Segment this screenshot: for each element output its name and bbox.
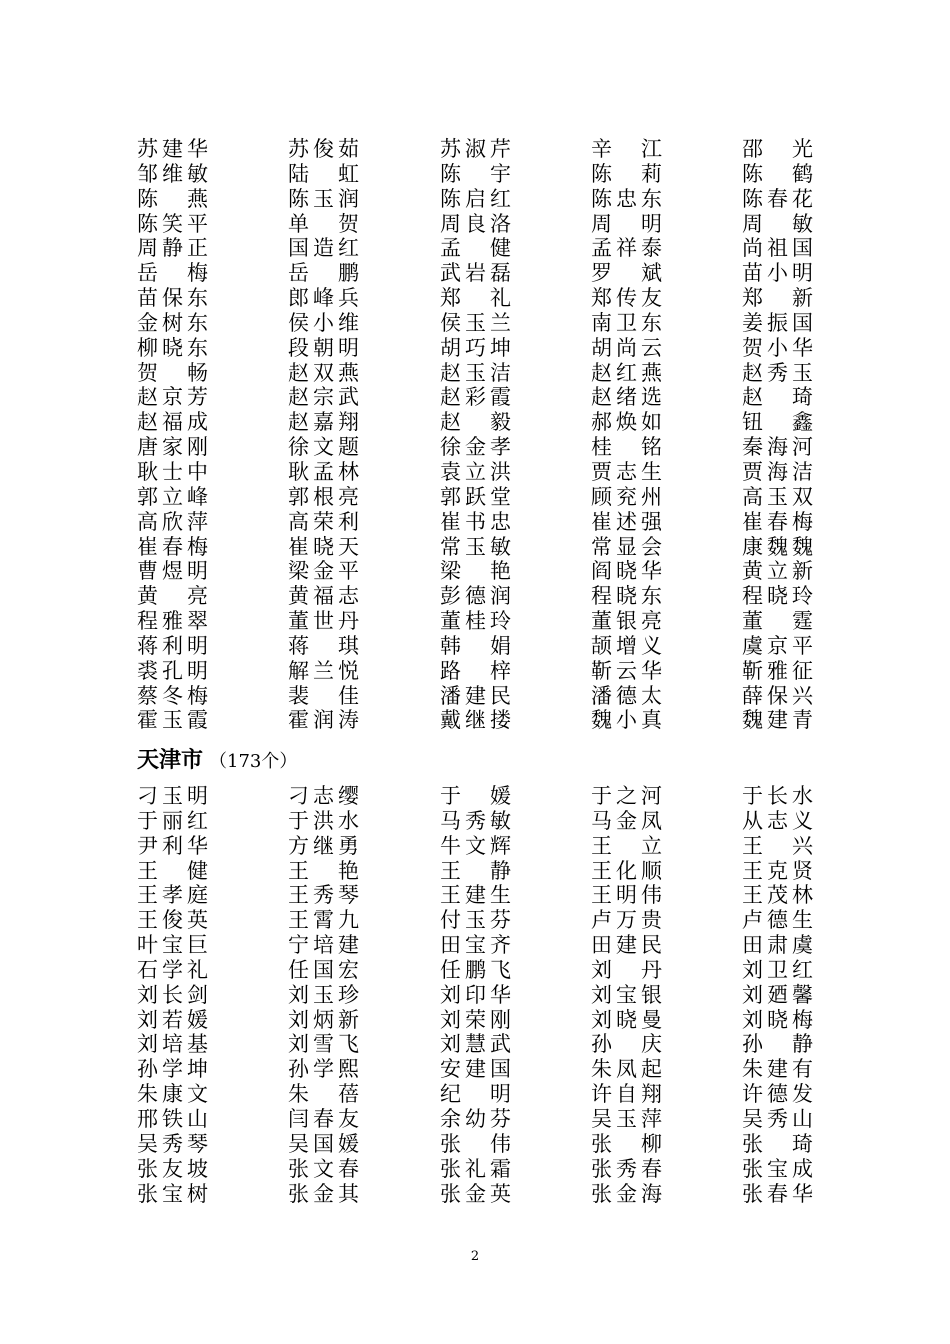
- name-entry: 赵双燕: [288, 360, 359, 385]
- name-entry: 王建生: [440, 883, 511, 908]
- name-entry: 胡巧坤: [440, 335, 511, 360]
- name-entry: 赵宗武: [288, 385, 359, 410]
- name-entry: 张春华: [742, 1181, 813, 1206]
- name-entry: 侯玉兰: [440, 310, 511, 335]
- name-entry: 程雅翠: [137, 609, 208, 634]
- section-heading: [137, 746, 297, 776]
- name-row: [0, 460, 950, 485]
- name-entry: 陈 宇: [440, 161, 511, 186]
- name-entry: 董银亮: [591, 609, 662, 634]
- name-entry: 方继勇: [288, 833, 359, 858]
- name-entry: 王俊英: [137, 908, 208, 933]
- name-entry: 吴国媛: [288, 1131, 359, 1156]
- name-entry: 高荣利: [288, 509, 359, 534]
- name-entry: 陈启红: [440, 186, 511, 211]
- name-entry: 刘廼馨: [742, 982, 813, 1007]
- name-entry: 刘宝银: [591, 982, 662, 1007]
- name-entry: 常玉敏: [440, 534, 511, 559]
- name-entry: 南卫东: [591, 310, 662, 335]
- name-entry: 侯小维: [288, 310, 359, 335]
- name-entry: 崔春梅: [742, 509, 813, 534]
- name-entry: 刁志缨: [288, 784, 359, 808]
- name-row: [0, 659, 950, 684]
- name-entry: 张 伟: [440, 1131, 511, 1156]
- name-entry: 黄福志: [288, 584, 359, 609]
- name-entry: 周 明: [591, 211, 662, 236]
- name-entry: 安建国: [440, 1057, 511, 1082]
- name-entry: 陈 燕: [137, 186, 208, 211]
- name-entry: 张金海: [591, 1181, 662, 1206]
- name-entry: 张友坡: [137, 1156, 208, 1181]
- name-entry: 靳雅征: [742, 658, 813, 683]
- name-entry: 周静正: [137, 236, 208, 261]
- name-entry: 于长水: [742, 784, 813, 808]
- name-entry: 国造红: [288, 236, 359, 261]
- name-entry: 朱 蓓: [288, 1082, 359, 1107]
- name-entry: 潘建民: [440, 683, 511, 708]
- name-entry: 金树东: [137, 310, 208, 335]
- name-entry: 陈 莉: [591, 161, 662, 186]
- name-entry: 王 健: [137, 858, 208, 883]
- name-entry: 田肃虞: [742, 933, 813, 958]
- name-entry: 纪 明: [440, 1082, 511, 1107]
- name-entry: 路 梓: [440, 658, 511, 683]
- name-entry: 孙学坤: [137, 1057, 208, 1082]
- name-entry: 胡尚云: [591, 335, 662, 360]
- name-entry: 崔晓天: [288, 534, 359, 559]
- name-entry: 耿孟林: [288, 459, 359, 484]
- name-entry: 裴 佳: [288, 683, 359, 708]
- name-row: [0, 859, 950, 884]
- name-entry: 陈春花: [742, 186, 813, 211]
- name-entry: 余幼芬: [440, 1106, 511, 1131]
- name-entry: 王克贤: [742, 858, 813, 883]
- name-row: [0, 933, 950, 958]
- name-entry: 王化顺: [591, 858, 662, 883]
- name-entry: 郎峰兵: [288, 286, 359, 311]
- name-entry: 赵 琦: [742, 385, 813, 410]
- name-entry: 黄立新: [742, 559, 813, 584]
- name-entry: 潘德太: [591, 683, 662, 708]
- name-row: [0, 634, 950, 659]
- name-entry: 梁 艳: [440, 559, 511, 584]
- name-entry: 王 静: [440, 858, 511, 883]
- name-entry: 靳云华: [591, 658, 662, 683]
- name-entry: 石学礼: [137, 957, 208, 982]
- name-entry: 董 霆: [742, 609, 813, 634]
- name-entry: 蒋 琪: [288, 633, 359, 658]
- name-entry: 罗 斌: [591, 261, 662, 286]
- name-entry: 贾海洁: [742, 459, 813, 484]
- name-row: [0, 1032, 950, 1057]
- name-entry: 唐家刚: [137, 435, 208, 460]
- name-row: [0, 883, 950, 908]
- name-row: [0, 385, 950, 410]
- name-row: [0, 510, 950, 535]
- name-row: [0, 236, 950, 261]
- name-entry: 田宝齐: [440, 933, 511, 958]
- name-entry: 苏建华: [137, 137, 208, 161]
- name-entry: 王 兴: [742, 833, 813, 858]
- name-entry: 董桂玲: [440, 609, 511, 634]
- name-row: [0, 137, 950, 162]
- name-entry: 于丽红: [137, 808, 208, 833]
- name-entry: 崔述强: [591, 509, 662, 534]
- name-entry: 邢铁山: [137, 1106, 208, 1131]
- name-entry: 崔书忠: [440, 509, 511, 534]
- name-entry: 郝焕如: [591, 410, 662, 435]
- name-entry: 苗保东: [137, 286, 208, 311]
- name-row: [0, 435, 950, 460]
- name-entry: 马秀敏: [440, 808, 511, 833]
- name-entry: 董世丹: [288, 609, 359, 634]
- name-entry: 刘若媛: [137, 1007, 208, 1032]
- name-entry: 赵 毅: [440, 410, 511, 435]
- heading-count: （173个）: [209, 751, 298, 772]
- name-entry: 姜振国: [742, 310, 813, 335]
- name-entry: 张礼霜: [440, 1156, 511, 1181]
- name-entry: 贺 畅: [137, 360, 208, 385]
- name-entry: 朱康文: [137, 1082, 208, 1107]
- name-entry: 郭根亮: [288, 484, 359, 509]
- name-entry: 于 媛: [440, 784, 511, 808]
- name-entry: 徐文题: [288, 435, 359, 460]
- name-entry: 孟祥泰: [591, 236, 662, 261]
- name-entry: 张秀春: [591, 1156, 662, 1181]
- name-entry: 邹维敏: [137, 161, 208, 186]
- name-entry: 任鹏飞: [440, 957, 511, 982]
- name-entry: 刘慧武: [440, 1032, 511, 1057]
- name-entry: 吴秀山: [742, 1106, 813, 1131]
- name-entry: 赵彩霞: [440, 385, 511, 410]
- name-entry: 卢万贵: [591, 908, 662, 933]
- name-entry: 戴继搂: [440, 708, 511, 733]
- name-entry: 于洪水: [288, 808, 359, 833]
- name-row: [0, 609, 950, 634]
- name-entry: 桂 铭: [591, 435, 662, 460]
- name-entry: 刘晓曼: [591, 1007, 662, 1032]
- name-entry: 彭德润: [440, 584, 511, 609]
- name-entry: 周良洛: [440, 211, 511, 236]
- name-row: [0, 1082, 950, 1107]
- name-entry: 张 琦: [742, 1131, 813, 1156]
- name-entry: 赵嘉翔: [288, 410, 359, 435]
- name-entry: 苏俊茹: [288, 137, 359, 161]
- name-entry: 王 艳: [288, 858, 359, 883]
- name-entry: 刘晓梅: [742, 1007, 813, 1032]
- name-entry: 钮 鑫: [742, 410, 813, 435]
- name-row: [0, 286, 950, 311]
- name-entry: 苏淑芹: [440, 137, 511, 161]
- name-list-section-2: [0, 784, 950, 1206]
- name-entry: 贺小华: [742, 335, 813, 360]
- name-entry: 郑 新: [742, 286, 813, 311]
- name-entry: 孙学熙: [288, 1057, 359, 1082]
- name-row: [0, 1107, 950, 1132]
- name-entry: 王 立: [591, 833, 662, 858]
- name-entry: 尹利华: [137, 833, 208, 858]
- name-entry: 黄 亮: [137, 584, 208, 609]
- name-entry: 郑 礼: [440, 286, 511, 311]
- name-entry: 郑传友: [591, 286, 662, 311]
- name-entry: 刘炳新: [288, 1007, 359, 1032]
- name-row: [0, 559, 950, 584]
- name-entry: 付玉芬: [440, 908, 511, 933]
- heading-title: 天津市: [137, 748, 204, 773]
- name-row: [0, 1132, 950, 1157]
- name-entry: 闫春友: [288, 1106, 359, 1131]
- name-entry: 王霄九: [288, 908, 359, 933]
- name-entry: 张文春: [288, 1156, 359, 1181]
- name-entry: 马金凤: [591, 808, 662, 833]
- name-row: [0, 162, 950, 187]
- name-entry: 任国宏: [288, 957, 359, 982]
- name-entry: 魏小真: [591, 708, 662, 733]
- name-entry: 王秀琴: [288, 883, 359, 908]
- name-entry: 王孝庭: [137, 883, 208, 908]
- name-entry: 刘长剑: [137, 982, 208, 1007]
- name-entry: 王明伟: [591, 883, 662, 908]
- name-row: [0, 336, 950, 361]
- name-entry: 尚祖国: [742, 236, 813, 261]
- name-entry: 张宝树: [137, 1181, 208, 1206]
- name-row: [0, 958, 950, 983]
- name-entry: 陆 虹: [288, 161, 359, 186]
- name-entry: 魏建青: [742, 708, 813, 733]
- name-entry: 高欣萍: [137, 509, 208, 534]
- name-entry: 孟 健: [440, 236, 511, 261]
- name-entry: 岳 鹏: [288, 261, 359, 286]
- name-row: [0, 410, 950, 435]
- name-row: [0, 1057, 950, 1082]
- name-entry: 贾志生: [591, 459, 662, 484]
- name-entry: 郭立峰: [137, 484, 208, 509]
- name-row: [0, 809, 950, 834]
- name-entry: 刘培基: [137, 1032, 208, 1057]
- name-row: [0, 1157, 950, 1182]
- name-entry: 程晓东: [591, 584, 662, 609]
- name-entry: 张金英: [440, 1181, 511, 1206]
- name-entry: 薛保兴: [742, 683, 813, 708]
- name-entry: 梁金平: [288, 559, 359, 584]
- name-entry: 卢德生: [742, 908, 813, 933]
- name-row: [0, 187, 950, 212]
- name-entry: 宁培建: [288, 933, 359, 958]
- name-entry: 赵京芳: [137, 385, 208, 410]
- name-entry: 程晓玲: [742, 584, 813, 609]
- name-entry: 田建民: [591, 933, 662, 958]
- name-entry: 虞京平: [742, 633, 813, 658]
- name-entry: 常显会: [591, 534, 662, 559]
- name-entry: 张宝成: [742, 1156, 813, 1181]
- name-entry: 秦海河: [742, 435, 813, 460]
- name-row: [0, 784, 950, 809]
- name-row: [0, 212, 950, 237]
- name-entry: 邵 光: [742, 137, 813, 161]
- name-entry: 许德发: [742, 1082, 813, 1107]
- name-entry: 刘玉珍: [288, 982, 359, 1007]
- name-row: [0, 983, 950, 1008]
- name-entry: 吴秀琴: [137, 1131, 208, 1156]
- name-list-section-1: [0, 137, 950, 733]
- name-entry: 苗小明: [742, 261, 813, 286]
- page-number: 2: [470, 1249, 480, 1264]
- name-entry: 赵玉洁: [440, 360, 511, 385]
- name-entry: 赵福成: [137, 410, 208, 435]
- name-entry: 叶宝巨: [137, 933, 208, 958]
- name-row: [0, 1008, 950, 1033]
- name-entry: 朱凤起: [591, 1057, 662, 1082]
- name-entry: 郭跃堂: [440, 484, 511, 509]
- name-row: [0, 311, 950, 336]
- name-entry: 许自翔: [591, 1082, 662, 1107]
- name-entry: 蒋利明: [137, 633, 208, 658]
- name-entry: 蔡冬梅: [137, 683, 208, 708]
- name-entry: 曹煜明: [137, 559, 208, 584]
- name-row: [0, 361, 950, 386]
- name-row: [0, 261, 950, 286]
- name-entry: 刘卫红: [742, 957, 813, 982]
- name-entry: 解兰悦: [288, 658, 359, 683]
- name-row: [0, 684, 950, 709]
- name-entry: 牛文辉: [440, 833, 511, 858]
- name-entry: 霍玉霞: [137, 708, 208, 733]
- name-entry: 崔春梅: [137, 534, 208, 559]
- name-entry: 霍润涛: [288, 708, 359, 733]
- name-entry: 高玉双: [742, 484, 813, 509]
- name-entry: 孙 庆: [591, 1032, 662, 1057]
- name-entry: 耿士中: [137, 459, 208, 484]
- name-entry: 张 柳: [591, 1131, 662, 1156]
- name-entry: 王茂林: [742, 883, 813, 908]
- name-entry: 徐金孝: [440, 435, 511, 460]
- name-entry: 刘 丹: [591, 957, 662, 982]
- name-row: [0, 584, 950, 609]
- name-entry: 刘印华: [440, 982, 511, 1007]
- name-entry: 柳晓东: [137, 335, 208, 360]
- name-entry: 赵绪选: [591, 385, 662, 410]
- name-entry: 颉增义: [591, 633, 662, 658]
- name-entry: 刁玉明: [137, 784, 208, 808]
- name-entry: 周 敏: [742, 211, 813, 236]
- name-entry: 陈 鹤: [742, 161, 813, 186]
- name-entry: 于之河: [591, 784, 662, 808]
- name-row: [0, 485, 950, 510]
- name-entry: 从志义: [742, 808, 813, 833]
- name-entry: 武岩磊: [440, 261, 511, 286]
- name-entry: 朱建有: [742, 1057, 813, 1082]
- name-entry: 陈玉润: [288, 186, 359, 211]
- name-entry: 刘荣刚: [440, 1007, 511, 1032]
- name-entry: 陈笑平: [137, 211, 208, 236]
- name-entry: 顾兖州: [591, 484, 662, 509]
- name-entry: 康魏魏: [742, 534, 813, 559]
- name-entry: 陈忠东: [591, 186, 662, 211]
- name-entry: 刘雪飞: [288, 1032, 359, 1057]
- name-entry: 单 贺: [288, 211, 359, 236]
- name-entry: 裘孔明: [137, 658, 208, 683]
- name-row: [0, 708, 950, 733]
- name-row: [0, 834, 950, 859]
- name-entry: 赵红燕: [591, 360, 662, 385]
- name-row: [0, 908, 950, 933]
- name-entry: 赵秀玉: [742, 360, 813, 385]
- name-entry: 段朝明: [288, 335, 359, 360]
- name-entry: 张金其: [288, 1181, 359, 1206]
- name-row: [0, 1182, 950, 1207]
- name-entry: 辛 江: [591, 137, 662, 161]
- name-entry: 袁立洪: [440, 459, 511, 484]
- name-entry: 阎晓华: [591, 559, 662, 584]
- name-entry: 韩 娟: [440, 633, 511, 658]
- name-entry: 岳 梅: [137, 261, 208, 286]
- name-entry: 吴玉萍: [591, 1106, 662, 1131]
- name-entry: 孙 静: [742, 1032, 813, 1057]
- name-row: [0, 535, 950, 560]
